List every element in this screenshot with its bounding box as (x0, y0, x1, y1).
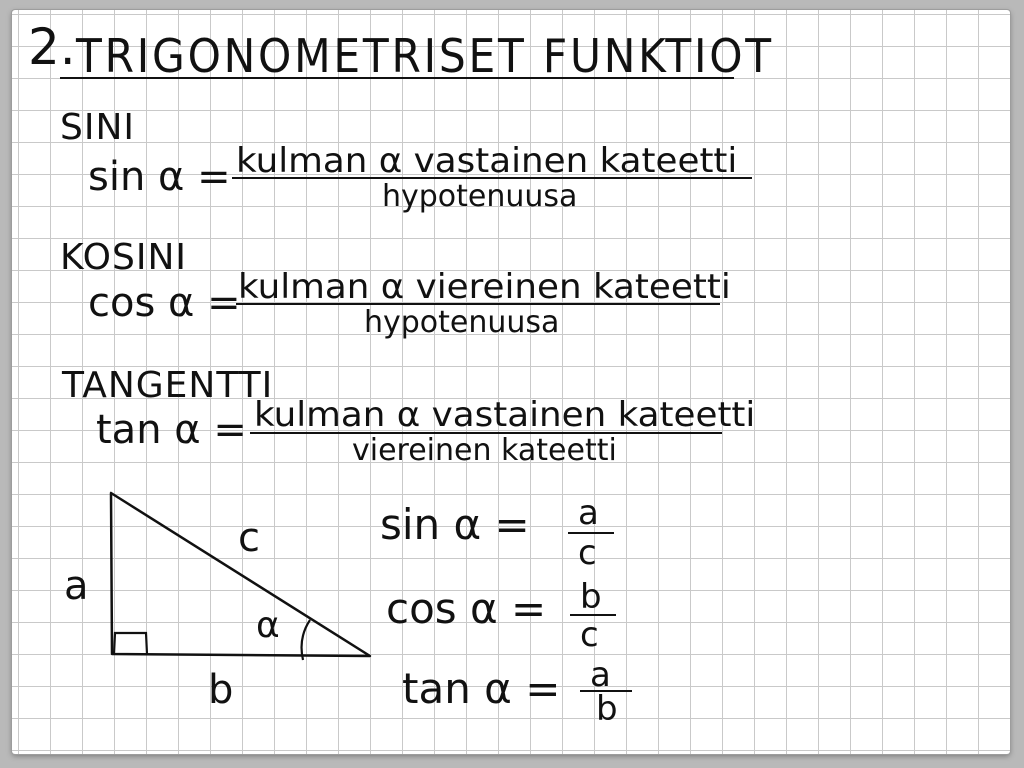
tangentti-numerator: kulman α vastainen kateetti (254, 395, 756, 435)
kosini-lhs: cos α = (88, 280, 241, 326)
tangentti-heading: TANGENTTI (62, 365, 274, 406)
chapter-number: 2. (28, 18, 76, 76)
sini-denominator: hypotenuusa (382, 179, 578, 214)
formula-tan-lhs: tan α = (402, 664, 561, 713)
side-c-label: c (238, 515, 260, 561)
formula-tan-numerator: a (590, 655, 611, 695)
tangentti-denominator: viereinen kateetti (352, 433, 617, 468)
side-a-label: a (64, 563, 89, 609)
sini-heading: SINI (60, 107, 136, 148)
kosini-denominator: hypotenuusa (364, 305, 560, 340)
sini-lhs: sin α = (88, 154, 231, 200)
kosini-numerator: kulman α viereinen kateetti (238, 267, 731, 307)
angle-alpha-label: α (256, 605, 280, 646)
angle-alpha-arc (302, 620, 310, 660)
right-angle-marker (114, 633, 147, 654)
side-b-label: b (208, 667, 234, 713)
tangentti-lhs: tan α = (96, 407, 247, 453)
formula-cos-numerator: b (580, 577, 602, 617)
formula-sin-lhs: sin α = (380, 500, 530, 549)
formula-cos-lhs: cos α = (386, 584, 547, 633)
formula-tan-denominator: b (596, 689, 618, 729)
formula-sin-numerator: a (578, 493, 599, 533)
sini-numerator: kulman α vastainen kateetti (236, 141, 738, 181)
formula-sin-denominator: c (578, 533, 597, 573)
page-title: TRIGONOMETRISET FUNKTIOT (76, 29, 774, 83)
formula-cos-denominator: c (580, 615, 599, 655)
kosini-heading: KOSINI (60, 237, 187, 278)
